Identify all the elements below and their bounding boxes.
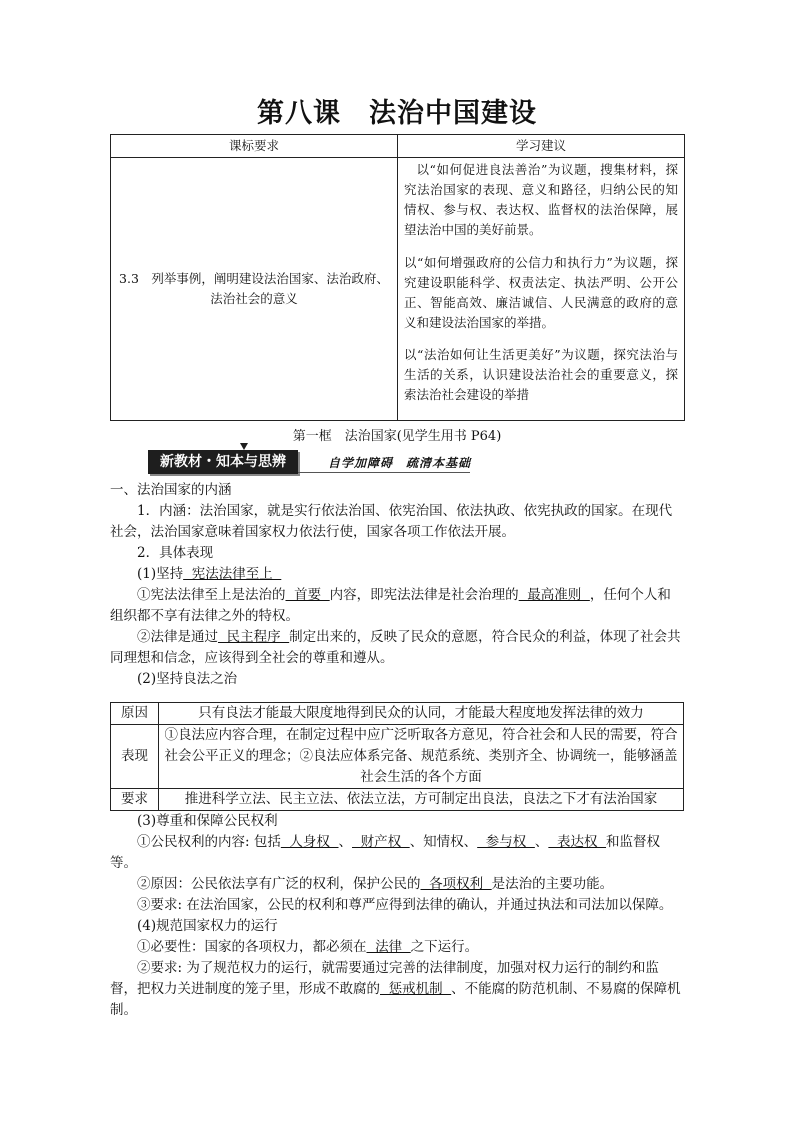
row-label: 原因: [111, 702, 159, 724]
banner-tagline: 自学加障碍 疏清本基础: [328, 455, 472, 470]
manifestation-heading: 2．具体表现: [137, 544, 214, 561]
power-necessity: [110, 937, 684, 958]
point-1-heading: [110, 564, 684, 585]
row-content: 只有良法才能最大限度地得到民众的认同，才能最大程度地发挥法律的效力: [159, 702, 684, 724]
text-run: 、: [338, 833, 353, 850]
text-run: 、不能腐的防范机制、不易腐的保障机制。: [110, 980, 681, 1018]
header-requirement: 课标要求: [111, 135, 398, 158]
requirement-cell: 3.3 列举事例，阐明建设法治国家、法治政府、法治社会的意义: [111, 158, 398, 421]
point-1-sub-1: [110, 585, 684, 627]
standards-table: [110, 134, 685, 421]
content-section-2: [110, 811, 684, 1021]
text-run: ②原因：公民依法享有广泛的权利，保护公民的: [137, 875, 421, 892]
point-2-heading: (2)坚持良法之治: [137, 670, 238, 687]
content-section-1: [110, 480, 684, 690]
header-suggestion: 学习建议: [398, 135, 685, 158]
rights-content: [110, 832, 684, 874]
point-1-prefix: (1)坚持: [137, 565, 184, 582]
banner-underline: [298, 472, 470, 473]
lesson-title: 第八课 法治中国建设: [257, 98, 537, 129]
text-run: 制定出来的，反映了民众的意愿，符合民众的利益，体现了社会共同理想和信念，应该得到全社会的尊重和遵从。: [110, 628, 681, 666]
text-run: ①必要性：国家的各项权力，都必须在: [137, 938, 367, 955]
document-page: [110, 96, 684, 1021]
text-run: 内容，即宪法法律是社会治理的: [329, 586, 519, 603]
blank-answer: 各项权利: [420, 875, 492, 892]
point-3-heading: (3)尊重和保障公民权利: [137, 812, 278, 829]
text-run: 、: [534, 833, 549, 850]
text-run: ②法律是通过: [137, 628, 218, 645]
banner-pointer-icon: [240, 443, 248, 450]
suggestion-2: 以“如何增强政府的公信力和执行力”为议题，探究建设职能科学、权责法定、执法严明、公开公正、智能高效、廉洁诚信、人民满意的政府的意义和建设法治国家的举措。: [404, 254, 678, 330]
table-row: [111, 724, 684, 788]
text-run: ①公民权利的内容: 包括: [137, 833, 281, 850]
row-content: ①良法应内容合理，在制定过程中应广泛听取各方意见，符合社会和人民的需要，符合社会公平正义的理念；②良法应体系完备、规范系统、类别齐全、协调统一，能够涵盖社会生活的各个方面: [159, 724, 684, 788]
suggestion-1: 以“如何促进良法善治”为议题，搜集材料，探究法治国家的表现、意义和路径，归纳公民的知情权、参与权、表达权、监督权的法治保障，展望法治中国的美好前景。: [404, 162, 678, 237]
blank-answer: 最高准则: [518, 586, 590, 603]
suggestion-3: 以“法治如何让生活更美好”为议题，探究法治与生活的关系，认识建设法治社会的重要意义，探索法治社会建设的举措: [404, 347, 678, 402]
blank-answer: 惩戒机制: [380, 980, 452, 997]
blank-answer: 参与权: [477, 833, 535, 850]
text-run: ，任何个人和组织都不享有法律之外的特权。: [110, 586, 671, 624]
rights-reason: [110, 874, 684, 895]
text-run: 和监督权等。: [110, 833, 661, 871]
table-row: [111, 788, 684, 810]
text-run: ②要求: 为了规范权力的运行，就需要通过完善的法律制度，加强对权力运行的制约和监督，把权力关进制度的笼子里，形成不敢腐的: [110, 959, 659, 997]
section-banner: [110, 450, 684, 476]
blank-answer: 财产权: [352, 833, 410, 850]
section-heading: 一、法治国家的内涵: [110, 481, 232, 498]
row-content: 推进科学立法、民主立法、依法立法，方可制定出良法，良法之下才有法治国家: [159, 788, 684, 810]
table-row: [111, 702, 684, 724]
good-law-table: [110, 702, 684, 811]
blank-answer: 首要: [285, 586, 330, 603]
lesson-subtitle: 第一框 法治国家(见学生用书 P64): [292, 428, 502, 444]
point-4-heading: (4)规范国家权力的运行: [137, 917, 278, 934]
rights-requirement: ③要求: 在法治国家，公民的权利和尊严应得到法律的确认，并通过执法和司法加以保障。: [137, 896, 673, 913]
suggestion-cell: [398, 158, 685, 421]
definition-paragraph: 1．内涵：法治国家，就是实行依法治国、依宪治国、依法执政、依宪执政的国家。在现代社会，法治国家意味着国家权力依法行使，国家各项工作依法开展。: [110, 502, 673, 540]
row-label: 要求: [111, 788, 159, 810]
blank-answer: 人身权: [280, 833, 339, 850]
text-run: ①宪法法律至上是法治的: [137, 586, 286, 603]
row-label: 表现: [111, 724, 159, 788]
point-1-sub-2: [110, 627, 684, 669]
blank-answer: 表达权: [548, 833, 607, 850]
banner-label: 新教材・知本与思辨: [148, 450, 298, 474]
text-run: 是法治的主要功能。: [491, 875, 614, 892]
text-run: 之下运行。: [410, 938, 479, 955]
blank-answer: 民主程序: [218, 628, 290, 645]
power-requirement: [110, 958, 684, 1021]
blank-answer: 宪法法律至上: [183, 565, 282, 582]
text-run: 、知情权、: [409, 833, 478, 850]
blank-answer: 法律: [366, 938, 411, 955]
